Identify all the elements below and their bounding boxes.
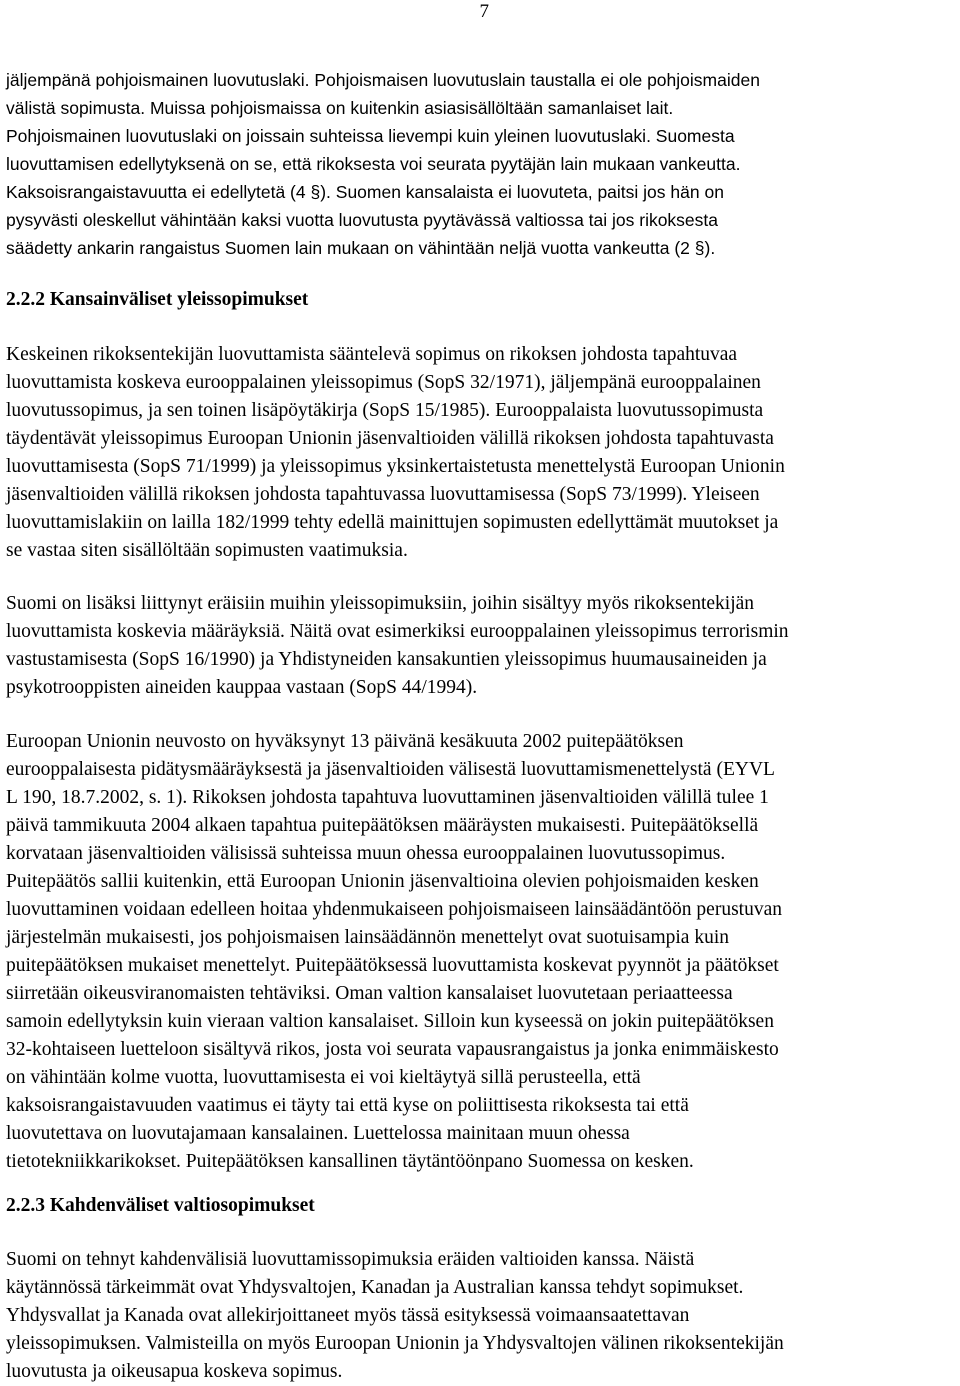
text-line: jäsenvaltioiden välillä rikoksen johdosta tapahtuvassa luovuttamisessa (SopS 73/1999). Yleiseen <box>6 484 760 505</box>
text-line: L 190, 18.7.2002, s. 1). Rikoksen johdosta tapahtuva luovuttaminen jäsenvaltioiden välillä tulee 1 <box>6 787 769 808</box>
section-2-2-3-paragraph-1 <box>6 1246 956 1386</box>
text-line: luovuttamista koskeva eurooppalainen yleissopimus (SopS 32/1971), jäljempänä eurooppalainen <box>6 372 761 393</box>
text-line: luovuttamisen edellytyksenä on se, että rikoksesta voi seurata pyytäjän lain mukaan vankeutta. <box>6 154 741 174</box>
text-line: on vähintään kolme vuotta, luovuttamisesta ei voi kieltäytyä sillä perusteella, että <box>6 1067 641 1088</box>
page-number: 7 <box>479 1 489 22</box>
text-line: tietotekniikkarikokset. Puitepäätöksen kansallinen täytäntöönpano Suomessa on kesken. <box>6 1151 694 1172</box>
text-line: psykotrooppisten aineiden kauppaa vastaan (SopS 44/1994). <box>6 677 478 698</box>
text-line: luovutusta ja oikeusapua koskeva sopimus. <box>6 1361 343 1382</box>
text-line: luovuttamislakiin on lailla 182/1999 tehty edellä mainittujen sopimusten edellyttämät muutokset ja <box>6 512 779 533</box>
text-line: Suomi on lisäksi liittynyt eräisiin muihin yleissopimuksiin, joihin sisältyy myös rikoksentekijän <box>6 593 755 614</box>
text-line: Suomi on tehnyt kahdenvälisiä luovuttamissopimuksia eräiden valtioiden kanssa. Näistä <box>6 1249 695 1270</box>
text-line: eurooppalaisesta pidätysmääräyksestä ja jäsenvaltioiden välisestä luovuttamismenettelystä (EYVL <box>6 759 775 780</box>
section-heading-2-2-3: 2.2.3 Kahdenväliset valtiosopimukset <box>6 1195 315 1216</box>
text-line: välistä sopimusta. Muissa pohjoismaissa on kuitenkin asiasisällöltään samanlaiset lait. <box>6 98 674 118</box>
text-line: täydentävät yleissopimus Euroopan Unionin jäsenvaltioiden välillä rikoksen johdosta tapahtuvasta <box>6 428 774 449</box>
text-line: päivä tammikuuta 2004 alkaen tapahtua puitepäätöksen määräysten mukaisesti. Puitepäätöksellä <box>6 815 759 836</box>
text-line: kaksoisrangaistavuuden vaatimus ei täyty tai että kyse on poliittisesta rikoksesta tai että <box>6 1095 689 1116</box>
section-2-2-2-paragraph-3 <box>6 728 956 1176</box>
text-line: Keskeinen rikoksentekijän luovuttamista sääntelevä sopimus on rikoksen johdosta tapahtuvaa <box>6 344 738 365</box>
text-line: Yhdysvallat ja Kanada ovat allekirjoittaneet myös tässä esityksessä voimaansaatettavan <box>6 1305 690 1326</box>
text-line: yleissopimuksen. Valmisteilla on myös Euroopan Unionin ja Yhdysvaltojen välinen rikoksentekijän <box>6 1333 784 1354</box>
text-line: järjestelmän mukaisesti, jos pohjoismaisen lainsäädännön menettelyt ovat suotuisampia kuin <box>6 927 729 948</box>
section-2-2-2-paragraph-1 <box>6 341 956 565</box>
text-line: se vastaa siten sisällöltään sopimusten vaatimuksia. <box>6 540 408 561</box>
section-2-2-2-paragraph-2 <box>6 590 956 702</box>
text-line: siirretään oikeusviranomaisten tehtäviksi. Oman valtion kansalaiset luovutetaan periaatteessa <box>6 983 733 1004</box>
text-line: Puitepäätös sallii kuitenkin, että Euroopan Unionin jäsenvaltioina olevien pohjoismaiden kesken <box>6 871 759 892</box>
text-line: jäljempänä pohjoismainen luovutuslaki. Pohjoismaisen luovutuslain taustalla ei ole pohjoismaiden <box>6 70 760 90</box>
text-line: 32-kohtaiseen luetteloon sisältyvä rikos, josta voi seurata vapausrangaistus ja jonka enimmäiskesto <box>6 1039 779 1060</box>
text-line: puitepäätöksen mukaiset menettelyt. Puitepäätöksessä luovuttamista koskevat pyynnöt ja päätökset <box>6 955 779 976</box>
text-line: käytännössä tärkeimmät ovat Yhdysvaltojen, Kanadan ja Australian kanssa tehdyt sopimukset. <box>6 1277 744 1298</box>
text-line: luovuttamisesta (SopS 71/1999) ja yleissopimus yksinkertaistetusta menettelystä Euroopan Unionin <box>6 456 785 477</box>
section-heading-2-2-2: 2.2.2 Kansainväliset yleissopimukset <box>6 289 309 310</box>
text-line: luovuttamista koskevia määräyksiä. Näitä ovat esimerkiksi eurooppalainen yleissopimus terrorismin <box>6 621 789 642</box>
text-line: vastustamisesta (SopS 16/1990) ja Yhdistyneiden kansakuntien yleissopimus huumausaineiden ja <box>6 649 767 670</box>
text-line: Kaksoisrangaistavuutta ei edellytetä (4 §). Suomen kansalaista ei luovuteta, paitsi jos hän on <box>6 182 724 202</box>
text-line: luovutettava on luovutajamaan kansalainen. Luettelossa mainitaan muun ohessa <box>6 1123 630 1144</box>
text-line: korvataan jäsenvaltioiden välisissä suhteissa muun ohessa eurooppalainen luovutussopimus. <box>6 843 726 864</box>
text-line: luovuttaminen voidaan edelleen hoitaa yhdenmukaiseen pohjoismaiseen lainsäädäntöön perustuvan <box>6 899 782 920</box>
text-line: Euroopan Unionin neuvosto on hyväksynyt 13 päivänä kesäkuuta 2002 puitepäätöksen <box>6 731 684 752</box>
text-line: Pohjoismainen luovutuslaki on joissain suhteissa lievempi kuin yleinen luovutuslaki. Suomesta <box>6 126 735 146</box>
text-line: pysyvästi oleskellut vähintään kaksi vuotta luovutusta pyytävässä valtiossa tai jos rikoksesta <box>6 210 719 230</box>
text-line: säädetty ankarin rangaistus Suomen lain mukaan on vähintään neljä vuotta vankeutta (2 §). <box>6 238 716 258</box>
text-line: samoin edellytyksin kuin vieraan valtion kansalaiset. Silloin kun kyseessä on jokin puitepäätöksen <box>6 1011 774 1032</box>
intro-paragraph <box>6 66 956 262</box>
text-line: luovutussopimus, ja sen toinen lisäpöytäkirja (SopS 15/1985). Eurooppalaista luovutussopimusta <box>6 400 764 421</box>
